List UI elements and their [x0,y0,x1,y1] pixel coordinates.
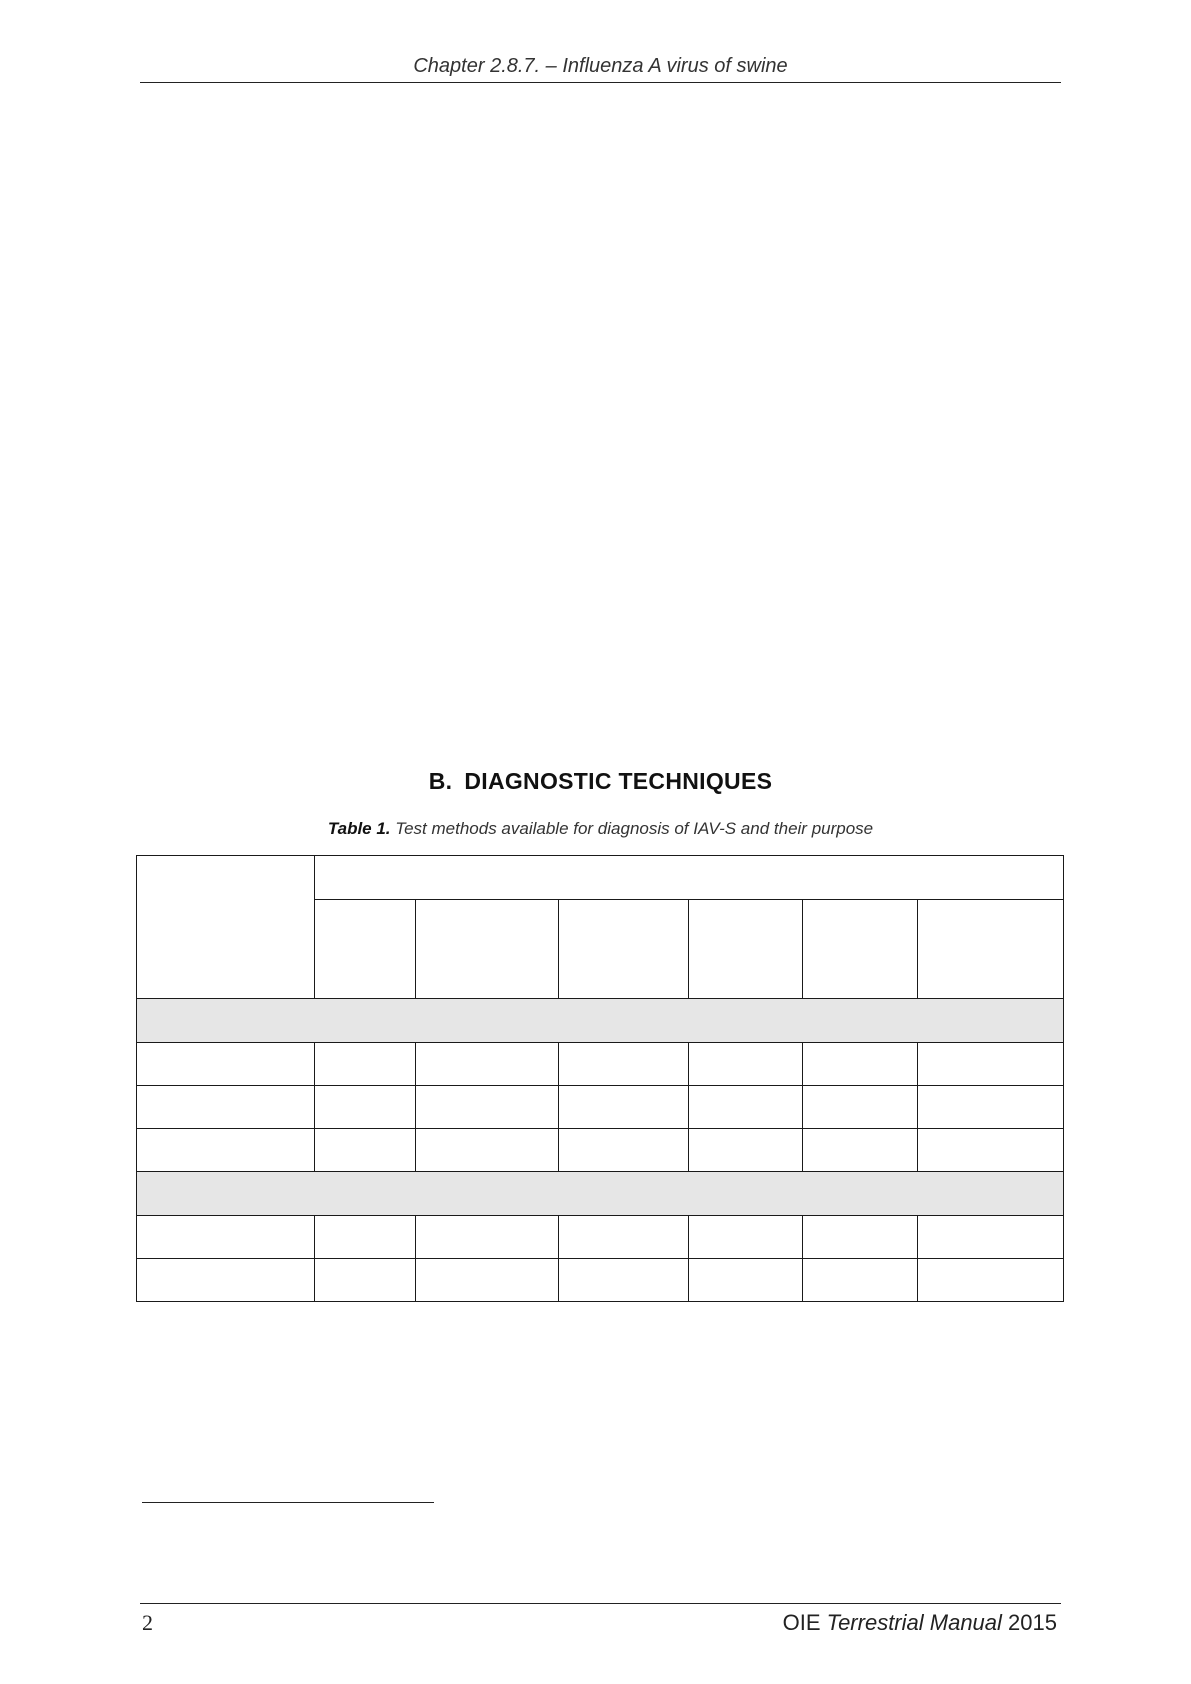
table-cell [918,1216,1064,1259]
table-cell [918,1086,1064,1129]
method-header-cell [137,856,315,999]
table-cell [559,1086,689,1129]
table-cell [559,1129,689,1172]
table-cell [559,1216,689,1259]
table-caption-label: Table 1. [327,819,391,838]
purpose-column-header [918,900,1064,999]
table-cell [803,1043,918,1086]
table-cell [689,1216,803,1259]
category-cell [137,1172,1064,1216]
table-cell [137,1043,315,1086]
table-cell [137,1259,315,1302]
table-cell [137,1086,315,1129]
page-number: 2 [142,1610,153,1635]
table-cell [416,1086,559,1129]
table-row [137,1259,1064,1302]
footer-rule [140,1603,1061,1604]
table-cell [559,1043,689,1086]
manual-title: Terrestrial Manual [826,1610,1002,1635]
table-row [137,1086,1064,1129]
purpose-column-header [416,900,559,999]
table-cell [689,1129,803,1172]
purpose-column-header [803,900,918,999]
table-cell [689,1043,803,1086]
table-cell [918,1259,1064,1302]
manual-year: 2015 [1008,1610,1057,1635]
table-cell [918,1043,1064,1086]
section-title: DIAGNOSTIC TECHNIQUES [464,768,773,794]
section-heading [140,768,1061,795]
purpose-column-header [559,900,689,999]
manual-name [783,1610,1057,1636]
table-cell [918,1129,1064,1172]
table-cell [137,1216,315,1259]
table-cell [416,1129,559,1172]
table-caption-text: Test methods available for diagnosis of IAV-S and their purpose [395,819,874,838]
table-caption [140,819,1061,839]
table-row [137,1129,1064,1172]
category-cell [137,999,1064,1043]
manual-prefix: OIE [782,1610,821,1635]
table-cell [416,1043,559,1086]
section-letter: B. [428,768,453,794]
table-cell [689,1086,803,1129]
table-cell [315,1259,416,1302]
running-head: Chapter 2.8.7. – Influenza A virus of swine [413,55,788,77]
table-category-row [137,999,1064,1043]
purpose-header-cell [315,856,1064,900]
table-cell [803,1216,918,1259]
table-cell [689,1259,803,1302]
table-header-row [137,856,1064,900]
table-row [137,1043,1064,1086]
purpose-column-header [689,900,803,999]
table-cell [803,1129,918,1172]
table-category-row [137,1172,1064,1216]
table-cell [559,1259,689,1302]
purpose-column-header [315,900,416,999]
footnote-separator [142,1502,434,1503]
table-cell [315,1129,416,1172]
table-cell [315,1086,416,1129]
header-rule [140,82,1061,83]
table-cell [416,1216,559,1259]
table-cell [803,1259,918,1302]
table-cell [315,1216,416,1259]
diagnostic-methods-table [136,855,1064,1302]
table-cell [416,1259,559,1302]
table-cell [137,1129,315,1172]
table-row [137,1216,1064,1259]
table-cell [315,1043,416,1086]
table-cell [803,1086,918,1129]
